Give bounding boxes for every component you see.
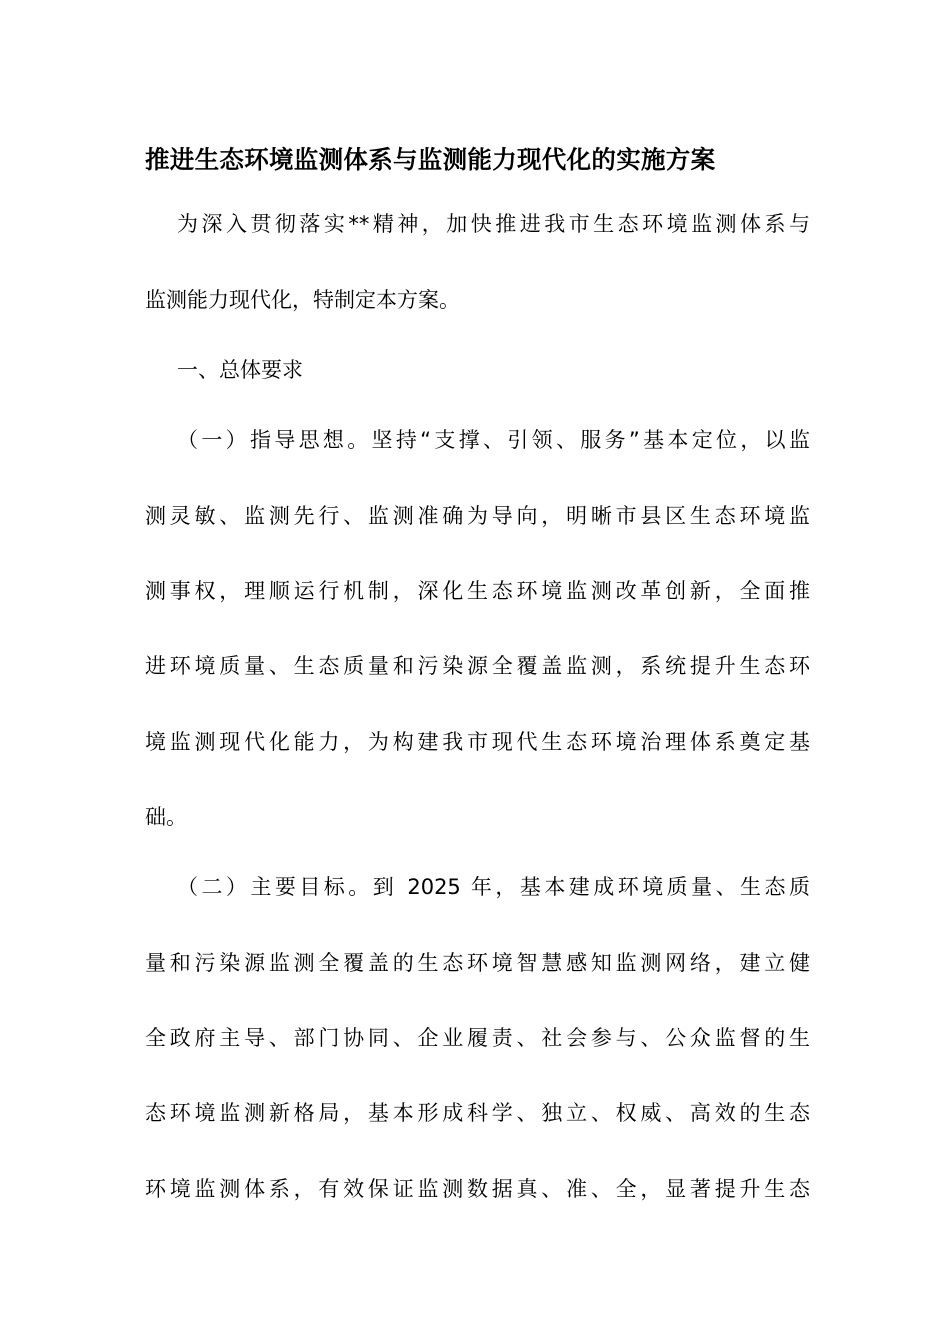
paragraph-intro-line-1: 为深入贯彻落实**精神，加快推进我市生态环境监测体系与 [177, 212, 810, 236]
section-heading: 一、总体要求 [177, 358, 303, 382]
paragraph-goals-line-4: 态环境监测新格局，基本形成科学、独立、权威、高效的生态 [145, 1101, 810, 1125]
paragraph-guiding-line-1: （一）指导思想。坚持“支撑、引领、服务”基本定位，以监 [177, 428, 810, 452]
paragraph-guiding-line-5: 境监测现代化能力，为构建我市现代生态环境治理体系奠定基 [145, 730, 810, 754]
document-title: 推进生态环境监测体系与监测能力现代化的实施方案 [145, 145, 716, 174]
paragraph-guiding-line-6: 础。 [145, 805, 187, 829]
paragraph-guiding-line-2: 测灵敏、监测先行、监测准确为导向，明晰市县区生态环境监 [145, 504, 810, 528]
paragraph-guiding-line-4: 进环境质量、生态质量和污染源全覆盖监测，系统提升生态环 [145, 654, 810, 678]
paragraph-goals-line-2: 量和污染源监测全覆盖的生态环境智慧感知监测网络，建立健 [145, 951, 810, 975]
paragraph-guiding-line-3: 测事权，理顺运行机制，深化生态环境监测改革创新，全面推 [145, 579, 810, 603]
paragraph-goals-line-3: 全政府主导、部门协同、企业履责、社会参与、公众监督的生 [145, 1026, 810, 1050]
paragraph-goals-line-1: （二）主要目标。到 2025 年，基本建成环境质量、生态质 [177, 875, 810, 899]
paragraph-goals-line-5: 环境监测体系，有效保证监测数据真、准、全，显著提升生态 [145, 1177, 810, 1201]
paragraph-intro-line-2: 监测能力现代化，特制定本方案。 [145, 288, 460, 312]
